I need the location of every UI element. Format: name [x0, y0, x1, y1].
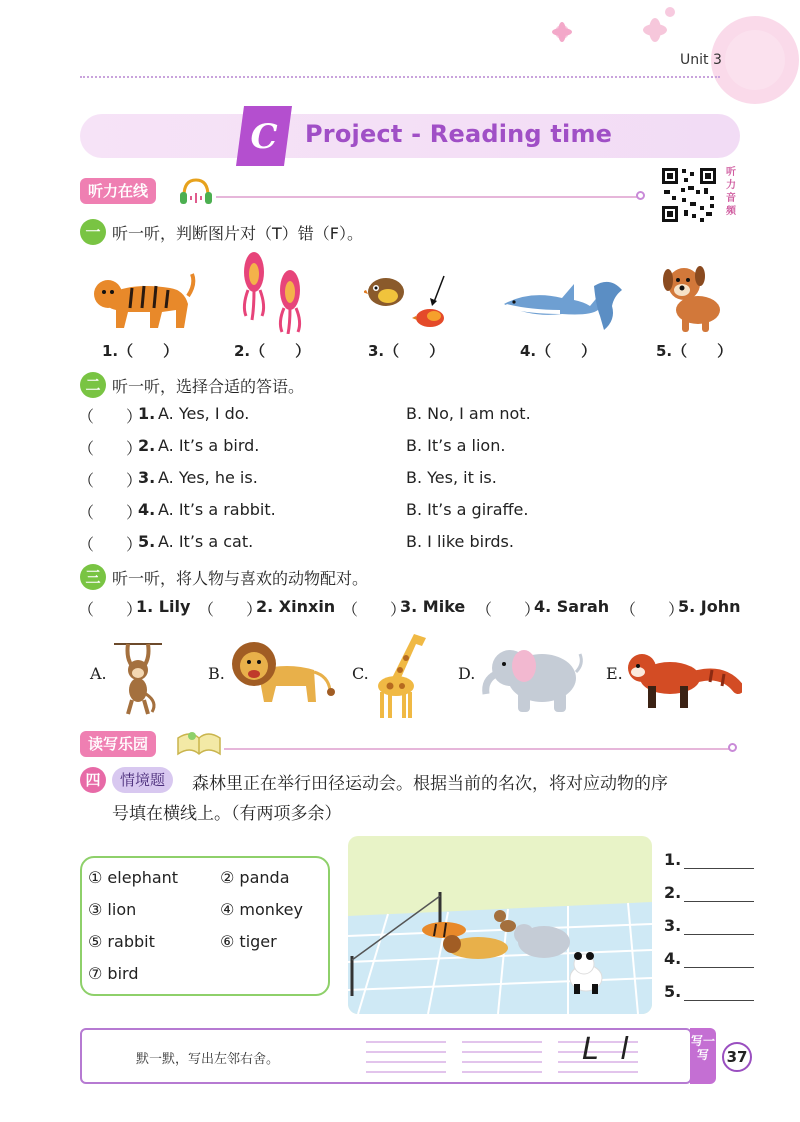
- header-divider: [80, 76, 720, 78]
- question-number-1: 一: [80, 219, 106, 245]
- question-4-instruction-line1: 森林里正在举行田径运动会。根据当前的名次，将对应动物的序: [192, 774, 668, 794]
- word-panda: ② panda: [220, 868, 290, 887]
- tiger-icon: [92, 264, 196, 334]
- blank-label-2: 2.: [664, 883, 682, 902]
- blank-label-1: 1.: [664, 850, 682, 869]
- section-label-listening: 听力在线: [80, 178, 156, 204]
- row-number: 3.: [138, 468, 156, 487]
- c-badge-icon: [236, 104, 292, 168]
- word-bird: ⑦ bird: [88, 964, 139, 983]
- question-1-instruction: 听一听，判断图片对（T）错（F）。: [112, 224, 363, 243]
- animal-letter-b: B.: [208, 664, 225, 683]
- animal-letter-a: A.: [90, 664, 107, 683]
- page-title: Project - Reading time: [305, 120, 613, 148]
- row-number: 1.: [138, 404, 156, 423]
- animal-letter-e: E.: [606, 664, 623, 683]
- section-label-reading: 读写乐园: [80, 731, 156, 757]
- c-badge-letter: C: [250, 117, 278, 157]
- blossom-decoration: [530, 0, 800, 110]
- red-panda-icon: [624, 644, 742, 710]
- option-b: B. No, I am not.: [406, 404, 531, 423]
- option-a: A. Yes, I do.: [158, 404, 250, 423]
- option-a: A. It’s a bird.: [158, 436, 260, 455]
- dog-icon: [660, 262, 728, 334]
- person-lily: 1. Lily: [136, 597, 191, 616]
- letter-example: L l: [582, 1032, 635, 1067]
- section-line: [224, 748, 730, 750]
- picture-label-3: 3.（ ）: [368, 342, 445, 360]
- question-number-4: 四: [80, 767, 106, 793]
- squid-icon: [232, 250, 312, 334]
- context-tag: 情境题: [112, 767, 173, 793]
- word-elephant: ① elephant: [88, 868, 179, 887]
- answer-paren: （ ）: [78, 503, 143, 522]
- option-b: B. Yes, it is.: [406, 468, 497, 487]
- elephant-icon: [478, 636, 588, 714]
- person-xinxin: 2. Xinxin: [256, 597, 336, 616]
- answer-paren: （ ）: [78, 535, 143, 554]
- answer-paren: （ ）: [342, 600, 407, 619]
- qr-label: 听力音频: [726, 167, 736, 217]
- lion-icon: [228, 636, 338, 712]
- race-scene-image: [348, 836, 652, 1014]
- word-monkey: ④ monkey: [220, 900, 303, 919]
- animal-letter-d: D.: [458, 664, 476, 683]
- writing-instruction: 默一默，写出左邻右舍。: [136, 1052, 280, 1067]
- qr-code-icon[interactable]: [660, 166, 718, 224]
- picture-label-5: 5.（ ）: [656, 342, 733, 360]
- open-book-icon: [174, 726, 224, 758]
- answer-paren: （ ）: [476, 600, 541, 619]
- giraffe-icon: [370, 628, 438, 720]
- answer-blank-4[interactable]: [684, 967, 754, 968]
- picture-label-1: 1.（ ）: [102, 342, 179, 360]
- row-number: 2.: [138, 436, 156, 455]
- person-john: 5. John: [678, 597, 741, 616]
- answer-paren: （ ）: [78, 407, 143, 426]
- answer-paren: （ ）: [620, 600, 685, 619]
- section-line-end: [636, 191, 645, 200]
- picture-label-4: 4.（ ）: [520, 342, 597, 360]
- question-number-2: 二: [80, 372, 106, 398]
- answer-paren: （ ）: [78, 439, 143, 458]
- option-a: A. It’s a cat.: [158, 532, 254, 551]
- answer-blank-1[interactable]: [684, 868, 754, 869]
- page-number: 37: [722, 1042, 752, 1072]
- answer-blank-5[interactable]: [684, 1000, 754, 1001]
- answer-blank-2[interactable]: [684, 901, 754, 902]
- row-number: 4.: [138, 500, 156, 519]
- option-b: B. I like birds.: [406, 532, 514, 551]
- write-tab: 写一写: [690, 1028, 716, 1084]
- person-mike: 3. Mike: [400, 597, 466, 616]
- unit-label: Unit 3: [680, 52, 722, 68]
- blank-label-4: 4.: [664, 949, 682, 968]
- birds-icon: [364, 272, 454, 332]
- option-b: B. It’s a lion.: [406, 436, 506, 455]
- blank-label-3: 3.: [664, 916, 682, 935]
- section-line-end: [728, 743, 737, 752]
- word-lion: ③ lion: [88, 900, 137, 919]
- question-4-instruction-line2: 号填在横线上。（有两项多余）: [112, 804, 342, 824]
- answer-blank-3[interactable]: [684, 934, 754, 935]
- row-number: 5.: [138, 532, 156, 551]
- picture-label-2: 2.（ ）: [234, 342, 311, 360]
- monkey-icon: [112, 638, 164, 718]
- section-line: [216, 196, 638, 198]
- shark-icon: [500, 276, 624, 334]
- answer-paren: （ ）: [78, 471, 143, 490]
- question-number-3: 三: [80, 564, 106, 590]
- option-a: A. It’s a rabbit.: [158, 500, 276, 519]
- option-b: B. It’s a giraffe.: [406, 500, 529, 519]
- answer-paren: （ ）: [198, 600, 263, 619]
- word-tiger: ⑥ tiger: [220, 932, 277, 951]
- answer-paren: （ ）: [78, 600, 143, 619]
- word-rabbit: ⑤ rabbit: [88, 932, 155, 951]
- blank-label-5: 5.: [664, 982, 682, 1001]
- person-sarah: 4. Sarah: [534, 597, 610, 616]
- question-2-instruction: 听一听，选择合适的答语。: [112, 377, 305, 396]
- animal-letter-c: C.: [352, 664, 369, 683]
- question-3-instruction: 听一听，将人物与喜欢的动物配对。: [112, 569, 369, 588]
- option-a: A. Yes, he is.: [158, 468, 258, 487]
- headphones-icon: [176, 176, 216, 206]
